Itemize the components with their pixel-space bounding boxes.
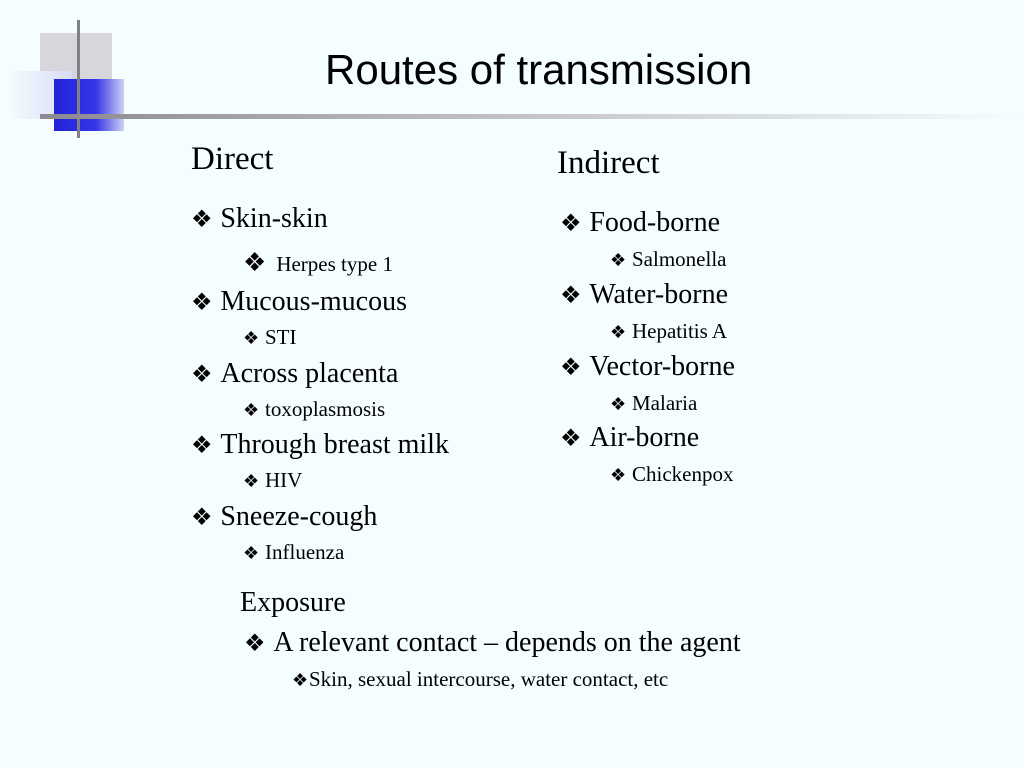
diamond-bullet-icon: ❖	[610, 250, 626, 270]
direct-item-label: Skin-skin	[220, 203, 328, 234]
indirect-item-label: Vector-borne	[589, 351, 735, 382]
direct-sub-influenza	[243, 539, 344, 566]
direct-item-label: Through breast milk	[220, 429, 449, 460]
indirect-sub-hepatitis	[610, 318, 727, 345]
diamond-bullet-icon: ❖	[610, 465, 626, 485]
direct-sub-label: STI	[265, 325, 297, 349]
diamond-bullet-icon: ❖	[292, 670, 308, 690]
diamond-bullet-icon: ❖	[191, 207, 213, 233]
direct-sub-toxoplasmosis	[243, 396, 385, 423]
indirect-item-label: Water-borne	[589, 279, 729, 310]
decor-blue-square	[54, 79, 124, 131]
diamond-bullet-icon: ❖	[243, 400, 259, 420]
diamond-bullet-icon: ❖	[610, 394, 626, 414]
diamond-bullet-icon: ❖	[243, 543, 259, 563]
indirect-heading: Indirect	[557, 145, 660, 181]
exposure-heading: Exposure	[240, 587, 346, 618]
diamond-bullet-icon: ❖	[244, 631, 266, 657]
diamond-bullet-icon: ❖	[191, 290, 213, 316]
exposure-sub	[292, 666, 668, 693]
indirect-sub-chickenpox	[610, 461, 733, 488]
indirect-item-vector	[560, 350, 735, 385]
title-underline	[40, 114, 1024, 119]
indirect-sub-malaria	[610, 390, 697, 417]
direct-item-label: Mucous-mucous	[220, 286, 407, 317]
indirect-sub-label: Salmonella	[632, 247, 727, 271]
direct-item-breast-milk	[191, 428, 449, 463]
direct-item-label: Across placenta	[220, 358, 399, 389]
direct-heading: Direct	[191, 141, 274, 177]
indirect-item-food	[560, 206, 720, 241]
direct-item-placenta	[191, 357, 398, 392]
slide-title: Routes of transmission	[325, 46, 753, 93]
direct-item-sneeze-cough	[191, 500, 377, 535]
diamond-bullet-icon: ❖	[560, 426, 582, 452]
direct-item-skin-skin	[191, 202, 328, 237]
diamond-bullet-icon: ❖	[191, 362, 213, 388]
direct-sub-label: Herpes type 1	[276, 252, 393, 276]
direct-sub-sti	[243, 324, 297, 351]
indirect-item-label: Air-borne	[589, 422, 700, 453]
direct-sub-label: toxoplasmosis	[265, 397, 386, 421]
diamond-bullet-icon: ❖	[560, 211, 582, 237]
indirect-sub-label: Malaria	[632, 391, 698, 415]
indirect-sub-salmonella	[610, 246, 726, 273]
direct-sub-herpes	[243, 250, 393, 277]
direct-sub-hiv	[243, 467, 302, 494]
diamond-bullet-icon: ❖	[560, 283, 582, 309]
diamond-bullet-icon: ❖	[191, 433, 213, 459]
direct-sub-label: HIV	[265, 468, 303, 492]
indirect-sub-label: Chickenpox	[632, 462, 734, 486]
exposure-item-label: A relevant contact – depends on the agent	[273, 627, 741, 658]
indirect-sub-label: Hepatitis A	[632, 319, 728, 343]
exposure-sub-label: Skin, sexual intercourse, water contact, etc	[309, 667, 669, 691]
diamond-bullet-icon: ❖	[191, 505, 213, 531]
diamond-bullet-icon: ❖	[610, 322, 626, 342]
direct-item-mucous	[191, 285, 407, 320]
exposure-item	[244, 626, 741, 661]
indirect-item-label: Food-borne	[589, 207, 720, 238]
diamond-bullet-icon: ❖	[243, 248, 267, 277]
direct-item-label: Sneeze-cough	[220, 501, 378, 532]
diamond-bullet-icon: ❖	[560, 355, 582, 381]
indirect-item-air	[560, 421, 699, 456]
diamond-bullet-icon: ❖	[243, 328, 259, 348]
indirect-item-water	[560, 278, 728, 313]
diamond-bullet-icon: ❖	[243, 471, 259, 491]
direct-sub-label: Influenza	[265, 540, 345, 564]
decor-vertical-line	[77, 20, 80, 138]
